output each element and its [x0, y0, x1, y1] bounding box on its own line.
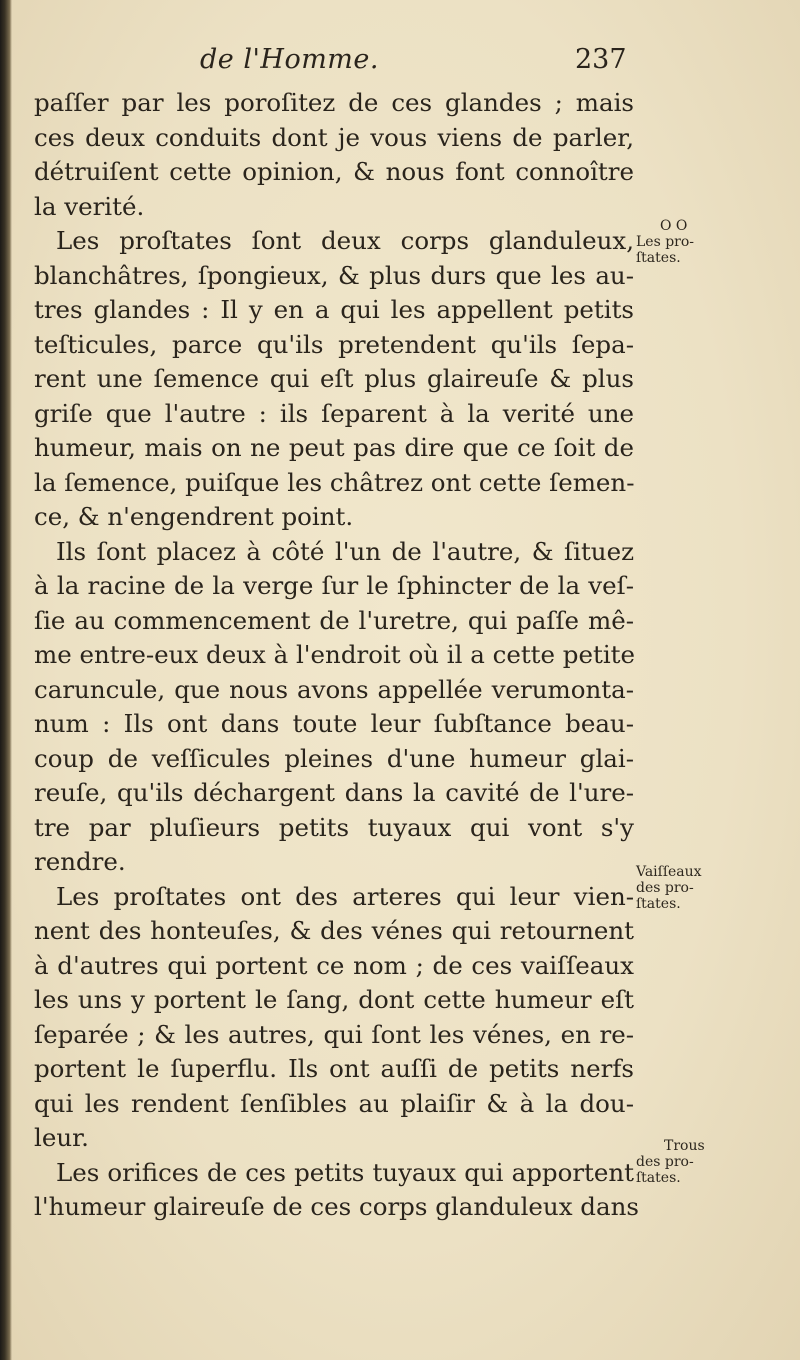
text-line: Les proſtates ont des arteres qui leur vien- [56, 881, 634, 911]
text-line: num : Ils ont dans toute leur ſubſtance beau- [34, 709, 634, 738]
text-line: ce, & n'engendrent point. [34, 502, 354, 531]
margin-note-line: ſtates. [636, 1170, 681, 1186]
text-line: reuſe, qu'ils déchargent dans la cavité de l'ure- [34, 778, 634, 807]
text-line: ſeparée ; & les autres, qui ſont les vénes, en re- [34, 1019, 634, 1049]
margin-note-line: Les pro- [636, 234, 695, 250]
text-line: ſie au commencement de l'uretre, qui paſſe mê- [34, 605, 634, 635]
running-title: de l'Homme. [200, 44, 379, 75]
text-line: Ils ſont placez à côté l'un de l'autre, & ſituez [56, 536, 634, 566]
text-line: les uns y portent le ſang, dont cette humeur eſt [34, 985, 634, 1014]
text-line: détruiſent cette opinion, & nous font connoître [34, 157, 634, 186]
margin-note-vessels [636, 864, 726, 912]
margin-note-orifices [636, 1138, 726, 1186]
text-line: la ſemence, puiſque les châtrez ont cette ſemen- [34, 467, 635, 497]
body-text [34, 86, 639, 1225]
text-line: rendre. [34, 847, 126, 876]
text-line: paſſer par les poroſitez de ces glandes ; mais [34, 88, 634, 117]
text-line: caruncule, que nous avons appellée verumonta- [34, 674, 634, 704]
text-line: portent le ſuperflu. Ils ont auſſi de petits nerfs [34, 1054, 634, 1083]
text-line: teſticules, parce qu'ils pretendent qu'ils ſepa- [34, 329, 634, 359]
margin-note-line: ſtates. [636, 250, 681, 266]
margin-note-prostates [636, 218, 726, 266]
text-line: blanchâtres, ſpongieux, & plus durs que les au- [34, 260, 634, 290]
text-line: la verité. [34, 191, 145, 221]
text-line: griſe que l'autre : ils ſeparent à la verité une [34, 398, 634, 428]
text-line: à d'autres qui portent ce nom ; de ces vaiſſeaux [34, 950, 634, 980]
margin-note-line: Vaiſſeaux [636, 864, 702, 880]
margin-note-line: des pro- [636, 1154, 694, 1170]
text-line: coup de veſſicules pleines d'une humeur glai- [34, 743, 634, 773]
text-line: à la racine de la verge ſur le ſphincter de la veſ- [34, 571, 634, 600]
margin-note-line: Trous [664, 1138, 705, 1154]
margin-note-line: ſtates. [636, 896, 681, 912]
text-line: tre par pluſieurs petits tuyaux qui vont s'y [34, 812, 634, 842]
margin-note-line: O O [660, 218, 688, 234]
page-number: 237 [575, 44, 627, 75]
text-line: qui les rendent ſenſibles au plaiſir & à la dou- [34, 1088, 634, 1118]
book-gutter-shadow [0, 0, 12, 1360]
text-line: nent des honteuſes, & des vénes qui retournent [34, 916, 634, 945]
text-line: ces deux conduits dont je vous viens de parler, [34, 122, 634, 152]
text-line: me entre-eux deux à l'endroit où il a cette petite [34, 640, 636, 669]
text-line: tres glandes : Il y en a qui les appellent petits [34, 295, 634, 324]
text-line: rent une ſemence qui eſt plus glaireuſe & plus [34, 364, 634, 393]
text-line: Les orifices de ces petits tuyaux qui apportent [56, 1157, 634, 1187]
text-line: l'humeur glaireuſe de ces corps glanduleux dans [34, 1192, 639, 1221]
text-line: humeur, mais on ne peut pas dire que ce ſoit de [34, 433, 634, 462]
text-line: leur. [34, 1123, 89, 1152]
text-line: Les proſtates ſont deux corps glanduleux, [56, 226, 634, 255]
page-header [0, 44, 800, 84]
margin-note-line: des pro- [636, 880, 694, 896]
